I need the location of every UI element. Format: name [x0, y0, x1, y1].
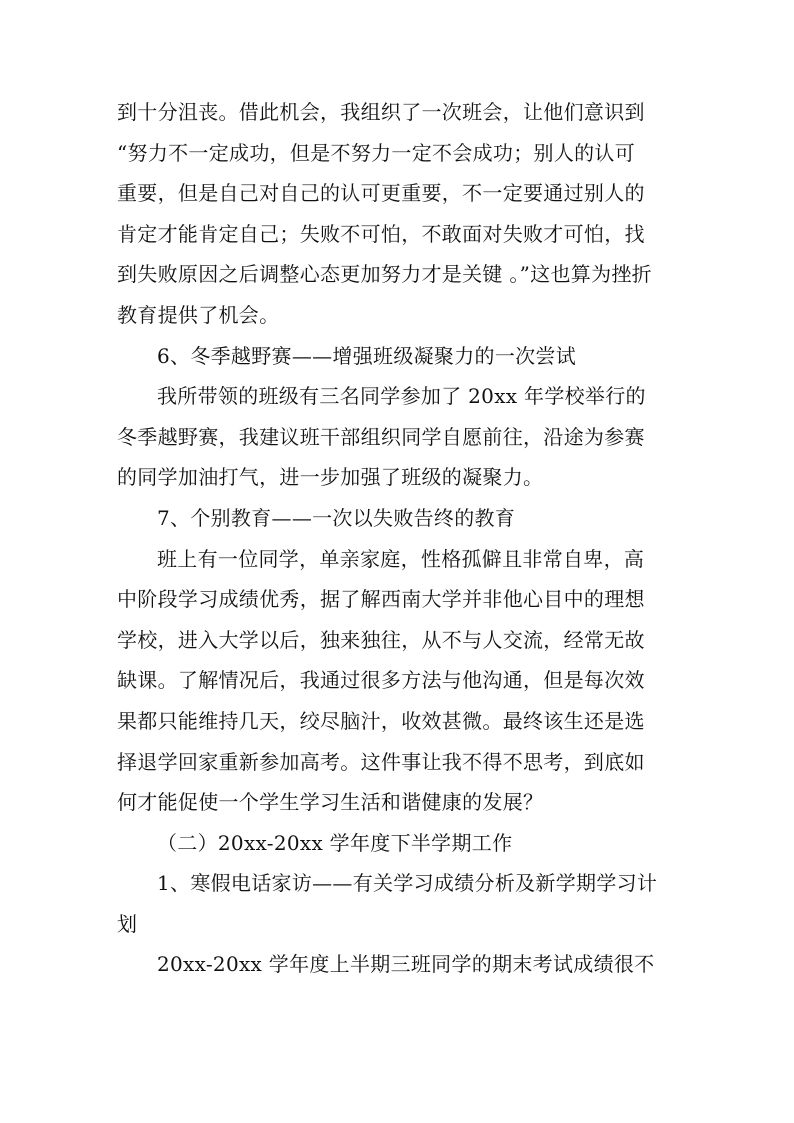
text-line: 到失败原因之后调整心态更加努力才是关键 。”这也算为挫折 — [117, 262, 652, 287]
text-line: 的同学加油打气，进一步加强了班级的凝聚力。 — [117, 465, 544, 490]
text-line: 中阶段学习成绩优秀，据了解西南大学并非他心目中的理想 — [117, 587, 645, 612]
text-line: 重要，但是自己对自己的认可更重要，不一定要通过别人的 — [117, 181, 645, 206]
text-line: 择退学回家重新参加高考。这件事让我不得不思考，到底如 — [117, 749, 645, 774]
text-line: 缺课。了解情况后，我通过很多方法与他沟通，但是每次效 — [117, 668, 645, 693]
text-line: 班上有一位同学，单亲家庭，性格孤僻且非常自卑，高 — [157, 546, 645, 571]
text-line: 到十分沮丧。借此机会，我组织了一次班会，让他们意识到 — [117, 100, 645, 124]
section-heading: 6、冬季越野赛——增强班级凝聚力的一次尝试 — [157, 343, 577, 368]
text-line: “努力不一定成功，但是不努力一定不会成功；别人的认可 — [117, 140, 636, 165]
section-heading: 1、寒假电话家访——有关学习成绩分析及新学期学习计 — [157, 871, 658, 896]
section-heading: （二）20xx-20xx 学年度下半学期工作 — [157, 830, 513, 855]
text-line: 学校，进入大学以后，独来独往，从不与人交流，经常无故 — [117, 627, 645, 652]
text-line: 何才能促使一个学生学习生活和谐健康的发展？ — [117, 790, 544, 815]
text-line: 果都只能维持几天，绞尽脑汁，收效甚微。最终该生还是选 — [117, 708, 645, 733]
section-heading: 7、个别教育——一次以失败告终的教育 — [157, 505, 516, 530]
text-line: 冬季越野赛，我建议班干部组织同学自愿前往，沿途为参赛 — [117, 424, 645, 449]
text-line: 肯定才能肯定自己；失败不可怕，不敢面对失败才可怕，找 — [117, 221, 645, 246]
text-line: 20xx-20xx 学年度上半期三班同学的期末考试成绩很不 — [157, 952, 655, 977]
document-body — [117, 92, 679, 985]
text-line: 教育提供了机会。 — [117, 302, 280, 327]
text-line: 我所带领的班级有三名同学参加了 20xx 年学校举行的 — [157, 384, 646, 409]
text-line: 划 — [117, 911, 138, 936]
